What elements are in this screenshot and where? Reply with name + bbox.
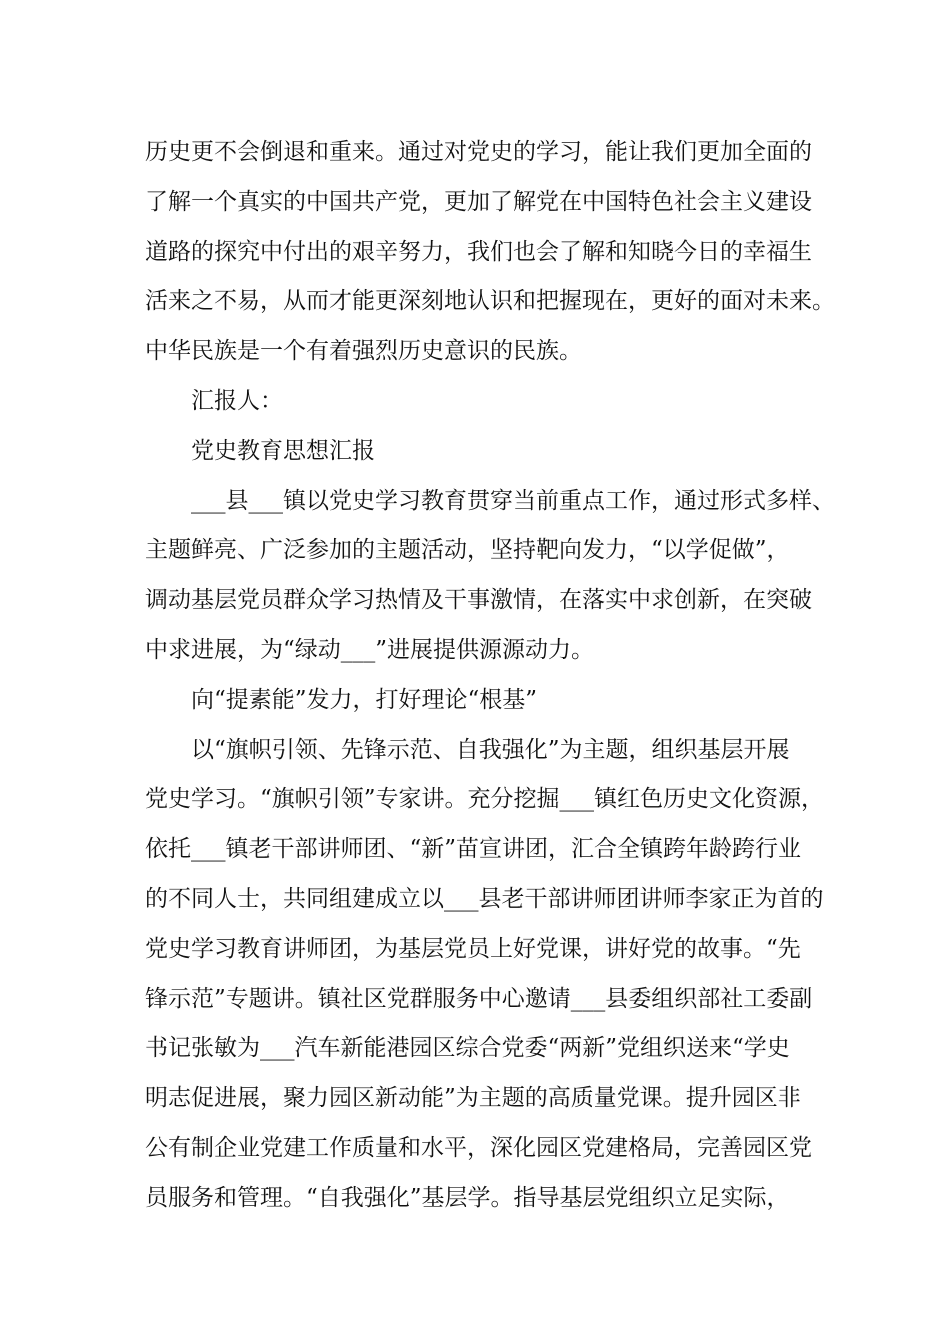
text-line: 调动基层党员群众学习热情及干事激情，在落实中求创新，在突破 — [145, 587, 812, 614]
text-line: 活来之不易，从而才能更深刻地认识和把握现在，更好的面对未来。 — [145, 288, 835, 315]
subheading: 向“提素能”发力，打好理论“根基” — [191, 686, 538, 713]
text-line: 锋示范”专题讲。镇社区党群服务中心邀请___县委组织部社工委副 — [145, 985, 813, 1012]
text-line: 书记张敏为___汽车新能港园区综合党委“两新”党组织送来“学史 — [145, 1035, 790, 1062]
text-line: 的不同人士，共同组建成立以___县老干部讲师团讲师李家正为首的 — [145, 885, 824, 912]
text-line: 中华民族是一个有着强烈历史意识的民族。 — [145, 338, 582, 365]
text-line: 依托___镇老干部讲师团、“新”苗宣讲团，汇合全镇跨年龄跨行业 — [145, 836, 802, 863]
reporter-label: 汇报人： — [191, 387, 283, 414]
text-line: 道路的探究中付出的艰辛努力，我们也会了解和知晓今日的幸福生 — [145, 238, 812, 265]
text-line: 明志促进展，聚力园区新动能”为主题的高质量党课。提升园区非 — [145, 1085, 801, 1112]
text-line: 党史学习。“旗帜引领”专家讲。充分挖掘___镇红色历史文化资源， — [145, 786, 825, 813]
text-line: 以“旗帜引领、先锋示范、自我强化”为主题，组织基层开展 — [191, 736, 790, 763]
document-body — [145, 128, 835, 1224]
text-line: ___县___镇以党史学习教育贯穿当前重点工作，通过形式多样、 — [191, 487, 835, 514]
section-title: 党史教育思想汇报 — [191, 437, 375, 464]
text-line: 历史更不会倒退和重来。通过对党史的学习，能让我们更加全面的 — [145, 139, 812, 165]
text-line: 主题鲜亮、广泛参加的主题活动，坚持靶向发力，“以学促做”， — [145, 537, 790, 564]
text-line: 员服务和管理。“自我强化”基层学。指导基层党组织立足实际， — [145, 1184, 790, 1211]
text-line: 了解一个真实的中国共产党，更加了解党在中国特色社会主义建设 — [145, 188, 812, 215]
text-line: 党史学习教育讲师团，为基层党员上好党课，讲好党的故事。“先 — [145, 935, 801, 962]
text-line: 公有制企业党建工作质量和水平，深化园区党建格局，完善园区党 — [145, 1134, 812, 1161]
text-line: 中求进展，为“绿动___”进展提供源源动力。 — [145, 636, 595, 663]
